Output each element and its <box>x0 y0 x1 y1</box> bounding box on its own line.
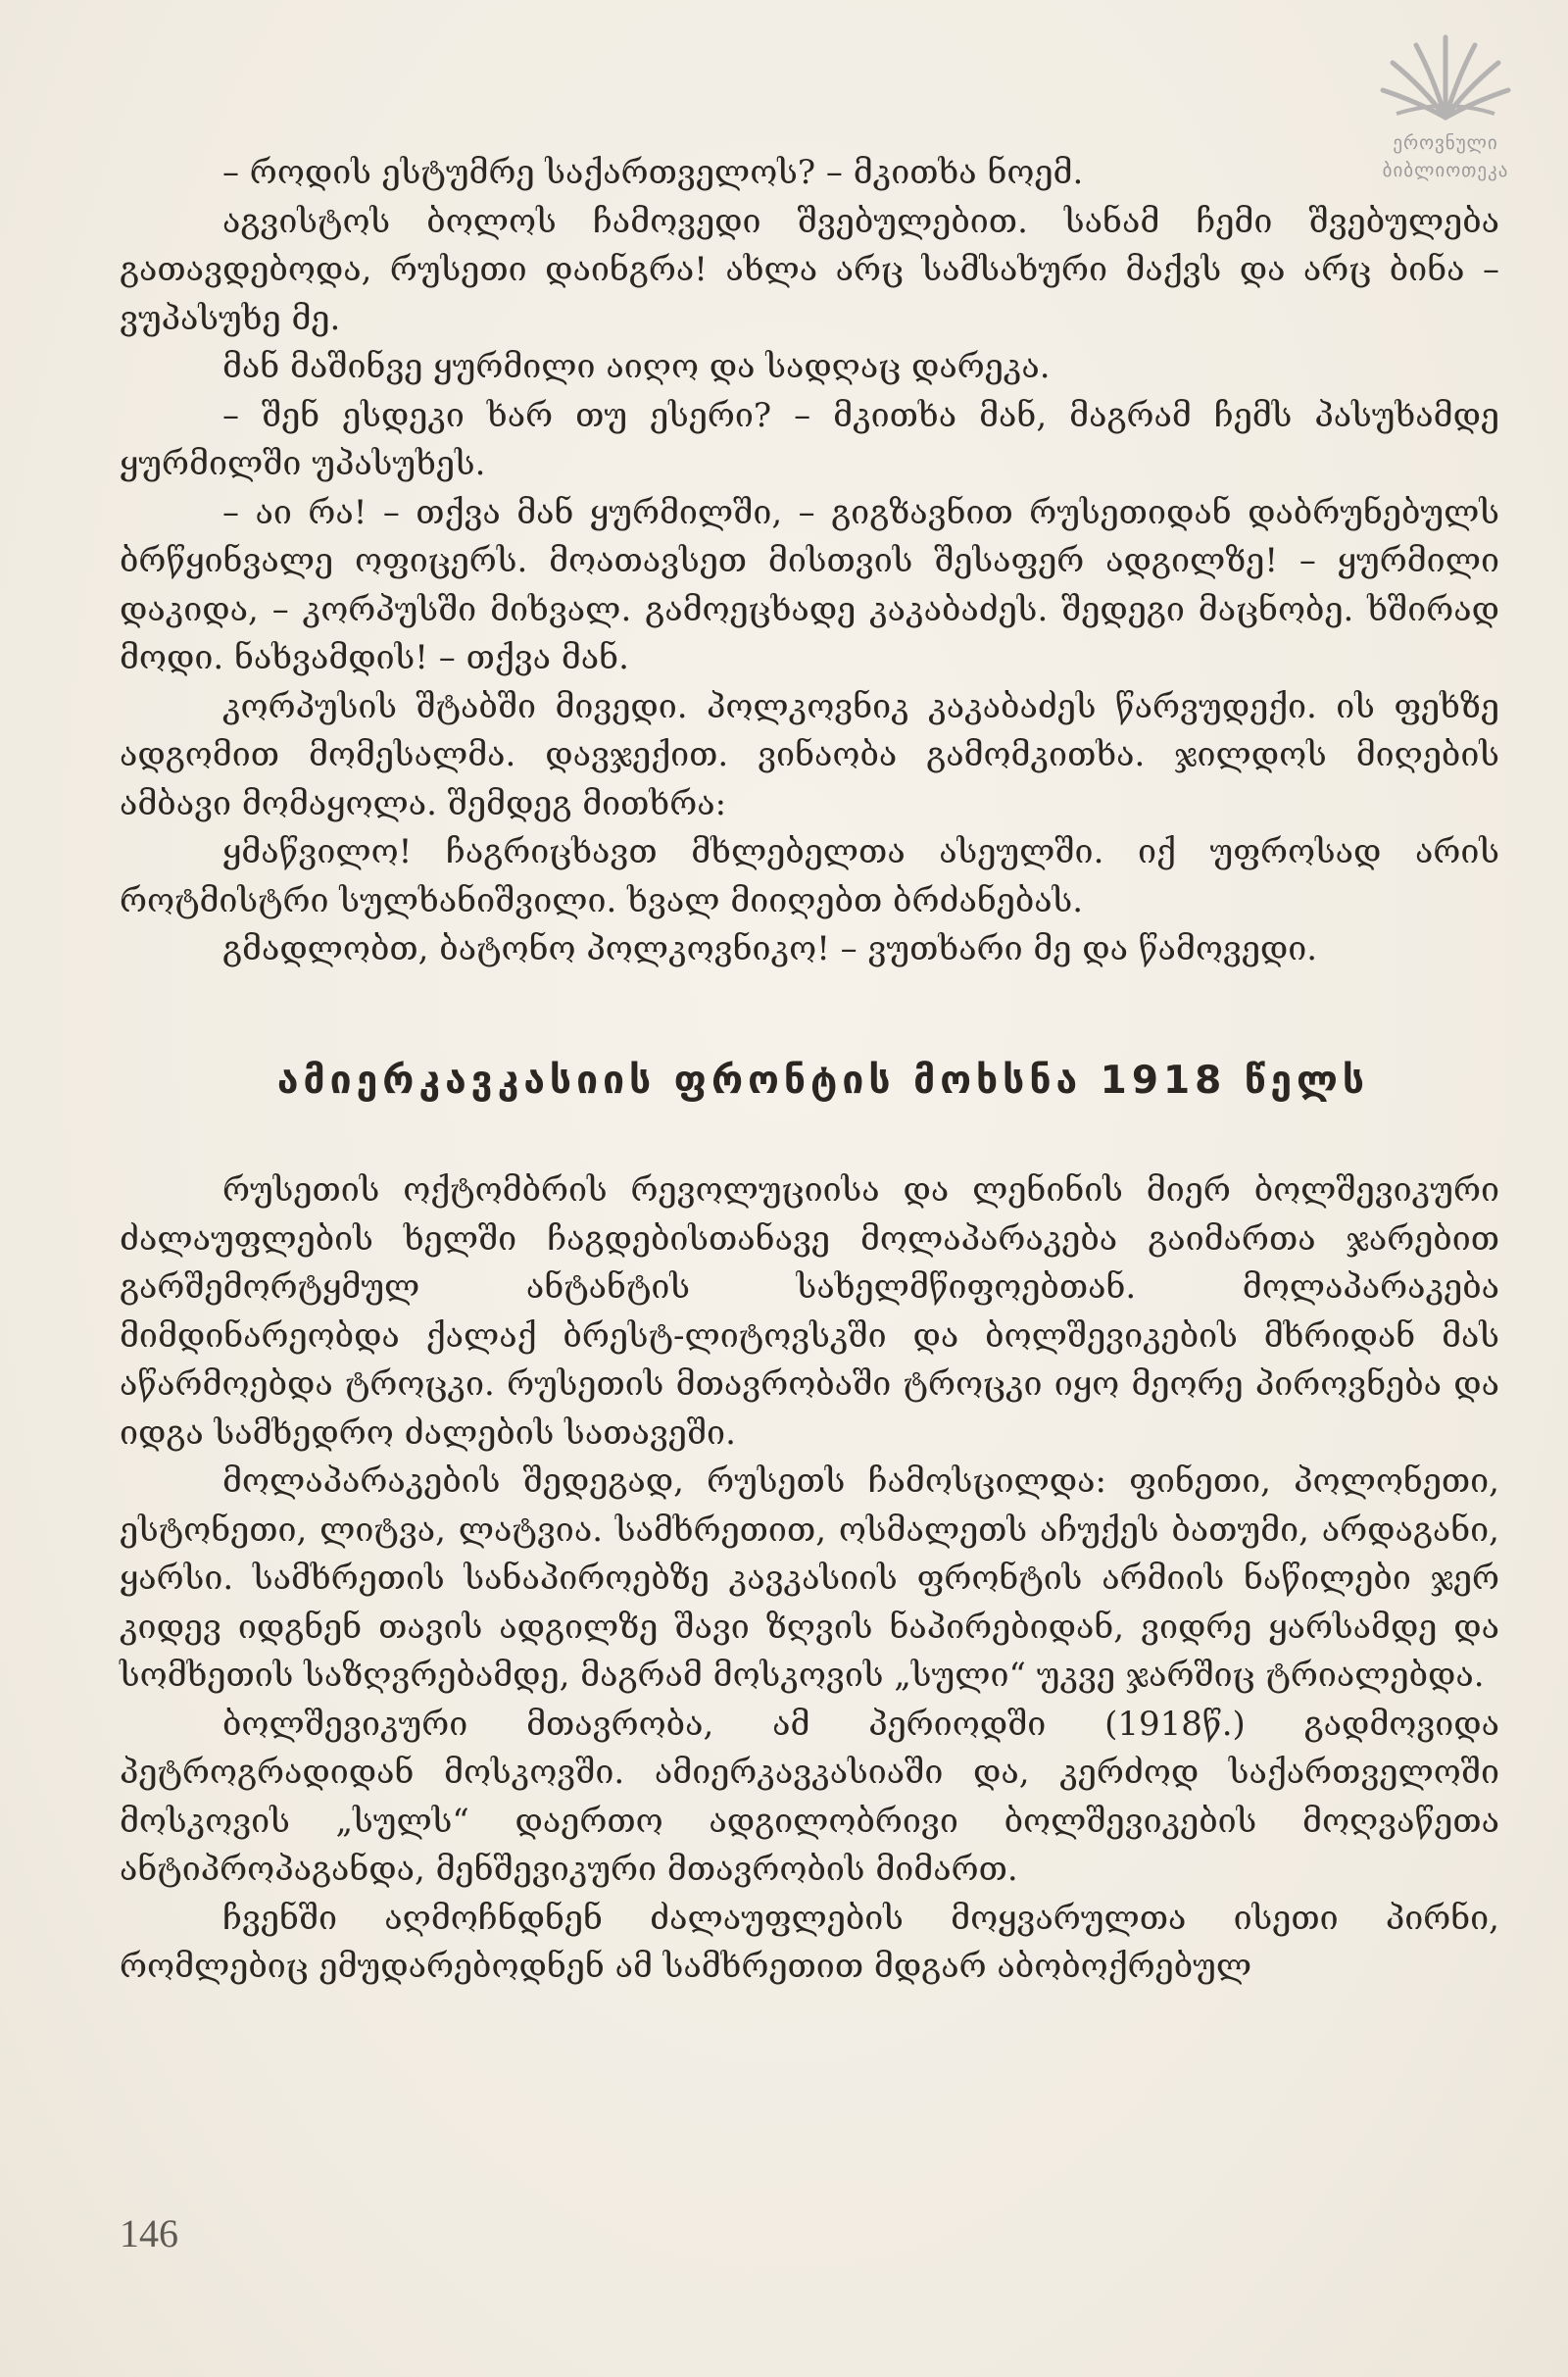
page-number: 146 <box>120 2211 178 2255</box>
logo-text-line-1: ეროვნული <box>1393 132 1498 154</box>
logo-text-line-2: ბიბლიოთეკა <box>1382 160 1509 181</box>
paragraph: – აი რა! – თქვა მან ყურმილში, – გიგზავნით რუსეთიდან დაბრუნებულს ბრწყინვალე ოფიცერს. მოათავსეთ მისთვის შესაფერ ადგილზე! – ყურმილი დაკიდა, – კორპუსში მიხვალ. გამოეცხადე კაკაბაძეს. შედეგი მაცნობე. ხშირად მოდი. ნახვამდის! – თქვა მან. <box>120 492 1499 677</box>
paragraph: კორპუსის შტაბში მივედი. პოლკოვნიკ კაკაბაძეს წარვუდექი. ის ფეხზე ადგომით მომესალმა. დავჯექით. ვინაობა გამომკითხა. ჯილდოს მიღების ამბავი მომაყოლა. შემდეგ მითხრა: <box>120 686 1499 823</box>
book-fan-icon <box>1377 20 1514 125</box>
section-title: ამიერკავკასიის ფრონტის მოხსნა 1918 წელს <box>276 1059 1370 1103</box>
bottom-text-block <box>120 1166 1499 1992</box>
paragraph: აგვისტოს ბოლოს ჩამოვედი შვებულებით. სანამ ჩემი შვებულება გათავდებოდა, რუსეთი დაინგრა! ახლა არც სამსახური მაქვს და არც ბინა – ვუპასუხე მე. <box>120 201 1499 338</box>
paragraph: ყმაწვილო! ჩაგრიცხავთ მხლებელთა ასეულში. იქ უფროსად არის როტმისტრი სულხანიშვილი. ხვალ მიიღებთ ბრძანებას. <box>120 832 1499 920</box>
paragraph: – შენ ესდეკი ხარ თუ ესერი? – მკითხა მან, მაგრამ ჩემს პასუხამდე ყურმილში უპასუხეს. <box>120 395 1499 483</box>
paragraph: – როდის ესტუმრე საქართველოს? – მკითხა ნოემ. <box>222 153 1084 192</box>
paragraph: მან მაშინვე ყურმილი აიღო და სადღაც დარეკა. <box>222 347 1051 386</box>
paragraph: ჩვენში აღმოჩნდნენ ძალაუფლების მოყვარულთა ისეთი პირნი, რომლებიც ემუდარებოდნენ ამ სამხრეთით მდგარ აბობოქრებულ <box>120 1898 1499 1986</box>
top-text-block <box>120 149 1499 974</box>
paragraph: მოლაპარაკების შედეგად, რუსეთს ჩამოსცილდა: ფინეთი, პოლონეთი, ესტონეთი, ლიტვა, ლატვია. სამხრეთით, ოსმალეთს აჩუქეს ბათუმი, არდაგანი, ყარსი. სამხრეთის სანაპიროებზე კავკასიის ფრონტის არმიის ნაწილები ჯერ კიდევ იდგნენ თავის ადგილზე შავი ზღვის ნაპირებიდან, ვიდრე ყარსამდე და სომხეთის საზღვრებამდე, მაგრამ მოსკოვის „სული“ უკვე ჯარშიც ტრიალებდა. <box>120 1461 1499 1695</box>
paragraph: ბოლშევიკური მთავრობა, ამ პერიოდში (1918წ.) გადმოვიდა პეტროგრადიდან მოსკოვში. ამიერკავკასიაში და, კერძოდ საქართველოში მოსკოვის „სულს“ დაერთო ადგილობრივი ბოლშევიკების მოღვაწეთა ანტიპროპაგანდა, მენშევიკური მთავრობის მიმართ. <box>120 1704 1499 1889</box>
paragraph: გმადლობთ, ბატონო პოლკოვნიკო! – ვუთხარი მე და წამოვედი. <box>222 929 1318 968</box>
paragraph: რუსეთის ოქტომბრის რევოლუციისა და ლენინის მიერ ბოლშევიკური ძალაუფლების ხელში ჩაგდებისთანავე მოლაპარაკება გაიმართა ჯარებით გარშემორტყმულ ანტანტის სახელმწიფოებთან. მოლაპარაკება მიმდინარეობდა ქალაქ ბრესტ-ლიტოვსკში და ბოლშევიკების მხრიდან მას აწარმოებდა ტროცკი. რუსეთის მთავრობაში ტროცკი იყო მეორე პიროვნება და იდგა სამხედრო ძალების სათავეში. <box>120 1170 1499 1453</box>
